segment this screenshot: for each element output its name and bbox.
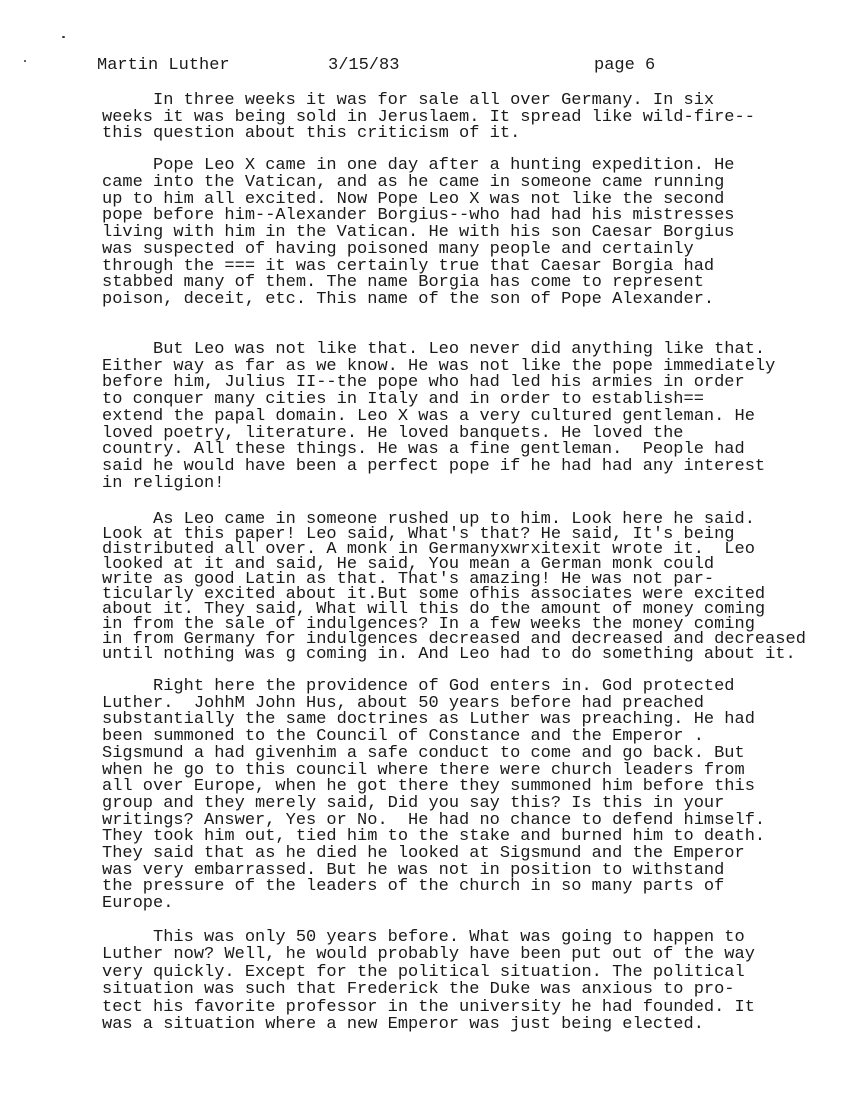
text-line: poison, deceit, etc. This name of the son of Pope Alexander.	[102, 290, 715, 309]
text-line: situation was such that Frederick the Duke was anxious to pro-	[102, 980, 735, 1000]
text-line: all over Europe, when he got there they summoned him before this	[102, 777, 755, 797]
text-line: extend the papal domain. Leo X was a very cultured gentleman. He	[102, 406, 755, 426]
text-line: very quickly. Except for the political situation. The political	[102, 962, 745, 982]
text-line: weeks it was being sold in Jeruslaem. It spread like wild-fire--	[102, 107, 755, 127]
text-line: Right here the providence of God enters in. God protected	[102, 677, 735, 696]
text-line: As Leo came in someone rushed up to him. Look here he said.	[102, 510, 755, 529]
header-title: Martin Luther	[97, 56, 230, 75]
paragraph	[102, 929, 755, 1033]
text-line: been summoned to the Council of Constance and the Emperor .	[102, 727, 704, 747]
text-line: looked at it and said, He said, You mean a German monk could	[102, 555, 715, 574]
text-line: They said that as he died he looked at Sigsmund and the Emperor	[102, 844, 745, 864]
text-line: Luther now? Well, he would probably have been put out of the way	[102, 945, 755, 965]
text-line: Europe.	[102, 894, 174, 914]
text-line: pope before him--Alexander Borgius--who had had his mistresses	[102, 206, 735, 226]
text-line: They took him out, tied him to the stake and burned him to death.	[102, 827, 766, 847]
header-page-number: page 6	[594, 56, 656, 75]
text-line: when he go to this council where there were church leaders from	[102, 760, 745, 780]
text-line: before him, Julius II--the pope who had led his armies in order	[102, 373, 745, 393]
text-line: country. All these things. He was a fine gentleman. People had	[102, 440, 745, 460]
text-line: said he would have been a perfect pope if he had had any interest	[102, 456, 766, 476]
text-line: In three weeks it was for sale all over Germany. In six	[102, 91, 715, 110]
text-line: Look at this paper! Leo said, What's that? He said, It's being	[102, 525, 735, 544]
text-line: substantially the same doctrines as Luther was preaching. He had	[102, 710, 755, 730]
paragraph	[102, 93, 755, 143]
text-line: write as good Latin as that. That's amazing! He was not par-	[102, 570, 715, 589]
text-line: distributed all over. A monk in Germanyxwrxitexit wrote it. Leo	[102, 540, 755, 559]
text-line: the pressure of the leaders of the church in so many parts of	[102, 877, 725, 897]
text-line: This was only 50 years before. What was going to happen to	[102, 928, 745, 947]
text-line: was a situation where a new Emperor was just being elected.	[102, 1015, 704, 1035]
text-line: living with him in the Vatican. He with his son Caesar Borgius	[102, 223, 735, 242]
paragraph	[102, 679, 765, 913]
scan-speck	[62, 36, 65, 38]
text-line: in religion!	[102, 473, 225, 493]
scan-speck	[24, 60, 26, 62]
text-line: until nothing was g coming in. And Leo had to do something about it.	[102, 645, 796, 664]
text-line: through the === it was certainly true that Caesar Borgia had	[102, 256, 715, 276]
text-line: came into the Vatican, and as he came in someone came running	[102, 172, 725, 192]
text-line: was very embarrassed. But he was not in position to withstand	[102, 860, 725, 880]
text-line: But Leo was not like that. Leo never did anything like that.	[102, 340, 766, 359]
text-line: up to him all excited. Now Pope Leo X was not like the second	[102, 189, 725, 209]
text-line: about it. They said, What will this do the amount of money coming	[102, 600, 766, 619]
text-line: this question about this criticism of it.	[102, 124, 521, 144]
text-line: stabbed many of them. The name Borgia has come to represent	[102, 273, 704, 293]
header-date: 3/15/83	[328, 56, 400, 75]
text-line: ticularly excited about it.But some ofhis associates were excited	[102, 585, 766, 604]
text-line: Luther. JohhM John Hus, about 50 years before had preached	[102, 693, 704, 713]
text-line: Sigsmund a had givenhim a safe conduct to come and go back. But	[102, 743, 745, 763]
text-line: Pope Leo X came in one day after a hunting expedition. He	[102, 156, 735, 175]
paragraph	[102, 342, 775, 492]
text-line: group and they merely said, Did you say this? Is this in your	[102, 793, 725, 813]
paragraph	[102, 158, 735, 309]
text-line: tect his favorite professor in the university he had founded. It	[102, 997, 755, 1017]
text-line: in from Germany for indulgences decreased and decreased and decreased	[102, 630, 806, 649]
text-line: in from the sale of indulgences? In a few weeks the money coming	[102, 615, 755, 634]
text-line: to conquer many cities in Italy and in order to establish==	[102, 390, 704, 410]
text-line: loved poetry, literature. He loved banquets. He loved the	[102, 423, 684, 443]
paragraph	[102, 512, 806, 662]
text-line: Either way as far as we know. He was not like the pope immediately	[102, 356, 776, 376]
text-line: writings? Answer, Yes or No. He had no chance to defend himself.	[102, 810, 766, 830]
text-line: was suspected of having poisoned many people and certainly	[102, 239, 694, 259]
